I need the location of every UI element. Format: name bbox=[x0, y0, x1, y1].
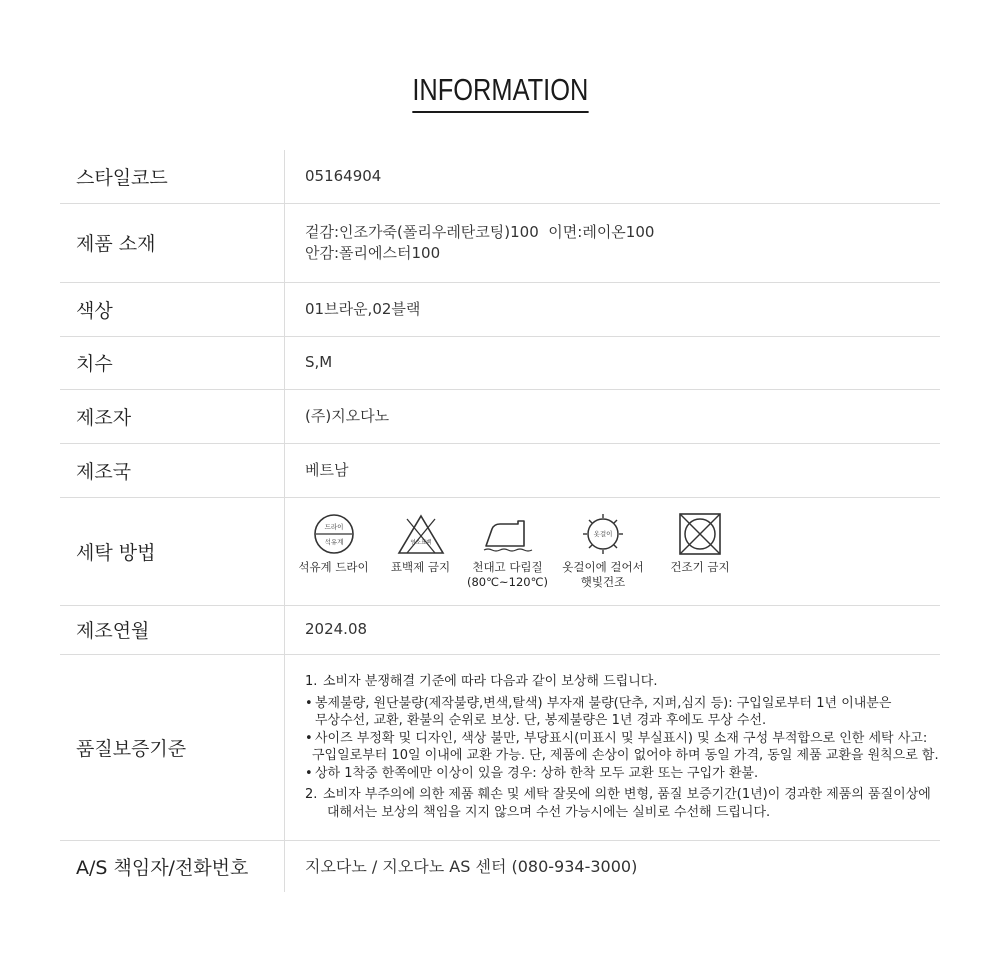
row-value bbox=[285, 654, 941, 840]
row-value: 05164904 bbox=[285, 150, 941, 203]
info-table bbox=[60, 150, 940, 892]
wash-item bbox=[655, 513, 745, 575]
row-style-code bbox=[60, 150, 940, 203]
bullet-line: 상하 1착중 한쪽에만 이상이 있을 경우: 상하 한착 모두 교환 또는 구입가 환불. bbox=[315, 765, 759, 781]
row-value: 2024.08 bbox=[285, 605, 941, 654]
item-number: 2. bbox=[305, 787, 318, 802]
row-size bbox=[60, 336, 940, 389]
row-material bbox=[60, 203, 940, 282]
icon-inner-text: 석유계 bbox=[324, 537, 343, 546]
quality-item bbox=[305, 786, 939, 821]
row-as bbox=[60, 840, 940, 892]
row-value: 베트남 bbox=[285, 443, 941, 497]
quality-item bbox=[305, 673, 939, 691]
row-label: 제조국 bbox=[60, 443, 285, 497]
row-value: S,M bbox=[285, 336, 941, 389]
icon-inner-text: 염소표백 bbox=[409, 539, 432, 546]
wash-caption: 건조기 금지 bbox=[670, 559, 730, 574]
row-color bbox=[60, 282, 940, 336]
wash-item bbox=[290, 513, 377, 575]
row-label: 제조자 bbox=[60, 389, 285, 443]
icon-inner-text: 옷걸이 bbox=[593, 529, 613, 538]
quality-bullet: • 사이즈 부정확 및 디자인, 색상 불만, 부당표시(미표시 및 부실표시) 및 소재 구성 부적합으로 인한 세탁 사고: 구입일로부터 10일 이내에 교환 가능. 단, 제품에 손상이 없어야 하며 동일 가격, 동일 제품 교환을 원칙으로 함. bbox=[305, 730, 939, 763]
row-value bbox=[285, 497, 941, 605]
wash-item bbox=[377, 513, 464, 575]
bullet-line: 구입일로부터 10일 이내에 교환 가능. 단, 제품에 손상이 없어야 하며 동일 가격, 동일 제품 교환을 원칙으로 함. bbox=[312, 748, 939, 763]
row-wash bbox=[60, 497, 940, 605]
row-label: A/S 책임자/전화번호 bbox=[60, 840, 285, 892]
wash-caption: 석유계 드라이 bbox=[298, 559, 369, 574]
material-line: 겉감:인조가죽(폴리우레탄코팅)100 이면:레이온100 bbox=[305, 222, 655, 241]
wash-item bbox=[551, 513, 655, 590]
item-text: 대해서는 보상의 책임을 지지 않으며 수선 가능시에는 실비로 수선해 드립니다. bbox=[327, 804, 771, 820]
page-title: INFORMATION bbox=[412, 72, 588, 113]
hang-dry-sun-icon bbox=[578, 513, 628, 555]
item-text: 소비자 분쟁해결 기준에 따라 다음과 같이 보상해 드립니다. bbox=[323, 674, 658, 689]
bullet-line: 봉제불량, 원단불량(제작불량,변색,탈색) 부자재 불량(단추, 지퍼,심지 등): 구입일로부터 1년 이내분은 bbox=[315, 695, 892, 711]
item-number: 1. bbox=[305, 674, 318, 689]
no-tumble-dry-icon bbox=[677, 513, 723, 555]
row-value: 01브라운,02블랙 bbox=[285, 282, 941, 336]
icon-inner-text: 드라이 bbox=[324, 522, 343, 531]
row-label: 품질보증기준 bbox=[60, 654, 285, 840]
row-country bbox=[60, 443, 940, 497]
row-quality bbox=[60, 654, 940, 840]
quality-bullet: • 봉제불량, 원단불량(제작불량,변색,탈색) 부자재 불량(단추, 지퍼,심지 등): 구입일로부터 1년 이내분은 무상수선, 교환, 환불의 순위로 보상. 단, 봉제불량은 1년 경과 후에도 무상 수선. bbox=[305, 695, 892, 728]
iron-icon bbox=[480, 513, 536, 555]
quality-bullet: • 상하 1착중 한쪽에만 이상이 있을 경우: 상하 한착 모두 교환 또는 구입가 환불. bbox=[305, 765, 759, 781]
wash-caption: 옷걸이에 걸어서 bbox=[562, 559, 644, 574]
petroleum-dry-clean-icon bbox=[312, 513, 356, 555]
material-line: 안감:폴리에스터100 bbox=[305, 243, 441, 262]
row-label: 제조연월 bbox=[60, 605, 285, 654]
item-text: 소비자 부주의에 의한 제품 훼손 및 세탁 잘못에 의한 변형, 품질 보증기간(1년)이 경과한 제품의 품질이상에 bbox=[323, 787, 931, 802]
wash-caption: (80℃~120℃) bbox=[466, 574, 549, 589]
row-value bbox=[285, 203, 941, 282]
bullet-line: 사이즈 부정확 및 디자인, 색상 불만, 부당표시(미표시 및 부실표시) 및 소재 구성 부적합으로 인한 세탁 사고: bbox=[315, 730, 928, 746]
wash-caption: 천대고 다림질 bbox=[472, 559, 543, 574]
page-title-wrap bbox=[0, 72, 1000, 113]
wash-item bbox=[464, 513, 551, 590]
wash-caption: 표백제 금지 bbox=[390, 559, 451, 574]
row-label: 색상 bbox=[60, 282, 285, 336]
row-label: 세탁 방법 bbox=[60, 497, 285, 605]
row-value: 지오다노 / 지오다노 AS 센터 (080-934-3000) bbox=[305, 856, 638, 876]
row-label: 스타일코드 bbox=[60, 150, 285, 203]
wash-icons bbox=[290, 513, 939, 590]
wash-caption: 햇빛건조 bbox=[580, 574, 626, 589]
row-value: (주)지오다노 bbox=[285, 389, 941, 443]
bullet-line: 무상수선, 교환, 환불의 순위로 보상. 단, 봉제불량은 1년 경과 후에도 무상 수선. bbox=[315, 713, 767, 728]
row-label: 치수 bbox=[60, 336, 285, 389]
no-bleach-icon bbox=[396, 513, 446, 555]
row-label: 제품 소재 bbox=[60, 203, 285, 282]
row-date bbox=[60, 605, 940, 654]
row-maker bbox=[60, 389, 940, 443]
